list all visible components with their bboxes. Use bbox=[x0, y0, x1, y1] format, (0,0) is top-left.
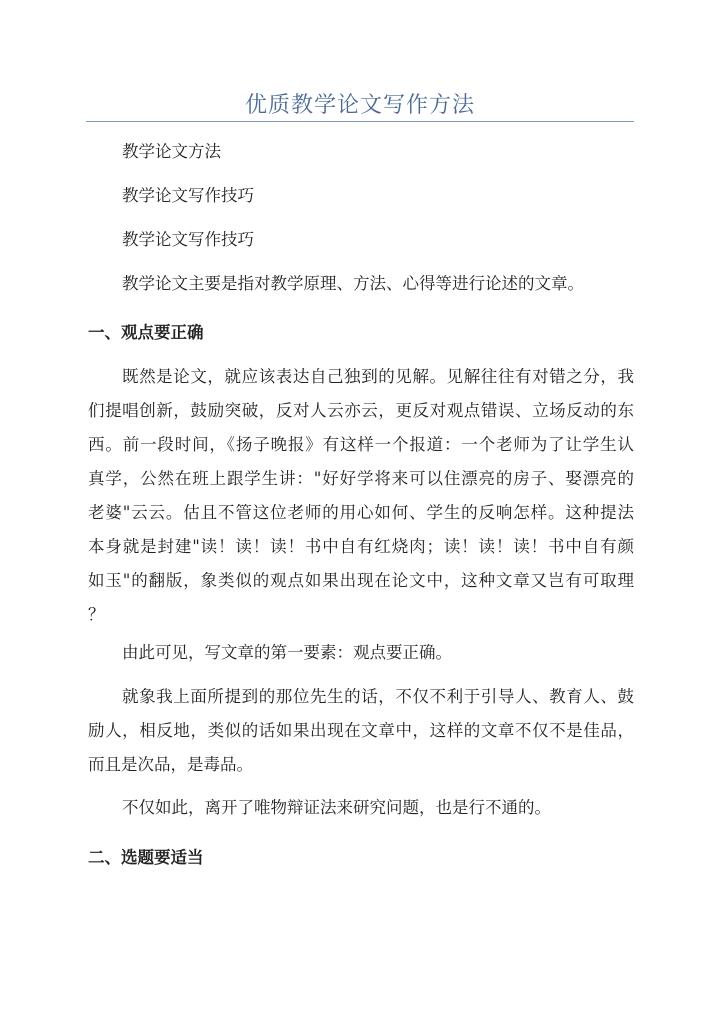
paragraph-line: 励人，相反地，类似的话如果出现在文章中，这样的文章不仅不是佳品， bbox=[88, 721, 634, 740]
paragraph-line: 老婆"云云。估且不管这位老师的用心如何、学生的反响怎样。这种提法 bbox=[88, 503, 634, 522]
intro-line: 教学论文主要是指对教学原理、方法、心得等进行论述的文章。 bbox=[122, 274, 584, 293]
paragraph-line: 们提唱创新，鼓励突破，反对人云亦云，更反对观点错误、立场反动的东 bbox=[88, 401, 634, 420]
paragraph-line: 如玉"的翻版，象类似的观点如果出现在论文中，这种文章又岂有可取理 bbox=[88, 571, 634, 590]
intro-line: 教学论文写作技巧 bbox=[122, 230, 254, 249]
paragraph-line: 西。前一段时间，《扬子晚报》有这样一个报道：一个老师为了让学生认 bbox=[88, 435, 634, 454]
paragraph-line: 既然是论文，就应该表达自己独到的见解。见解往往有对错之分，我 bbox=[122, 367, 634, 386]
paragraph: 由此可见，写文章的第一要素：观点要正确。 bbox=[122, 643, 452, 662]
paragraph-line: ？ bbox=[88, 605, 105, 624]
paragraph-line: 而且是次品，是毒品。 bbox=[88, 755, 253, 774]
section-heading: 二、选题要适当 bbox=[88, 848, 204, 867]
paragraph-line: 真学，公然在班上跟学生讲："好好学将来可以住漂亮的房子、娶漂亮的 bbox=[88, 469, 634, 488]
paragraph-line: 就象我上面所提到的那位先生的话，不仅不利于引导人、教育人、鼓 bbox=[122, 687, 634, 706]
paragraph: 不仅如此，离开了唯物辩证法来研究问题，也是行不通的。 bbox=[122, 798, 551, 817]
intro-line: 教学论文方法 bbox=[122, 142, 221, 161]
title-divider bbox=[86, 121, 634, 122]
section-heading: 一、观点要正确 bbox=[88, 323, 204, 342]
document-title: 优质教学论文写作方法 bbox=[244, 93, 475, 118]
paragraph-line: 本身就是封建"读！读！读！书中自有红烧肉；读！读！读！书中自有颜 bbox=[88, 537, 634, 556]
intro-line: 教学论文写作技巧 bbox=[122, 186, 254, 205]
